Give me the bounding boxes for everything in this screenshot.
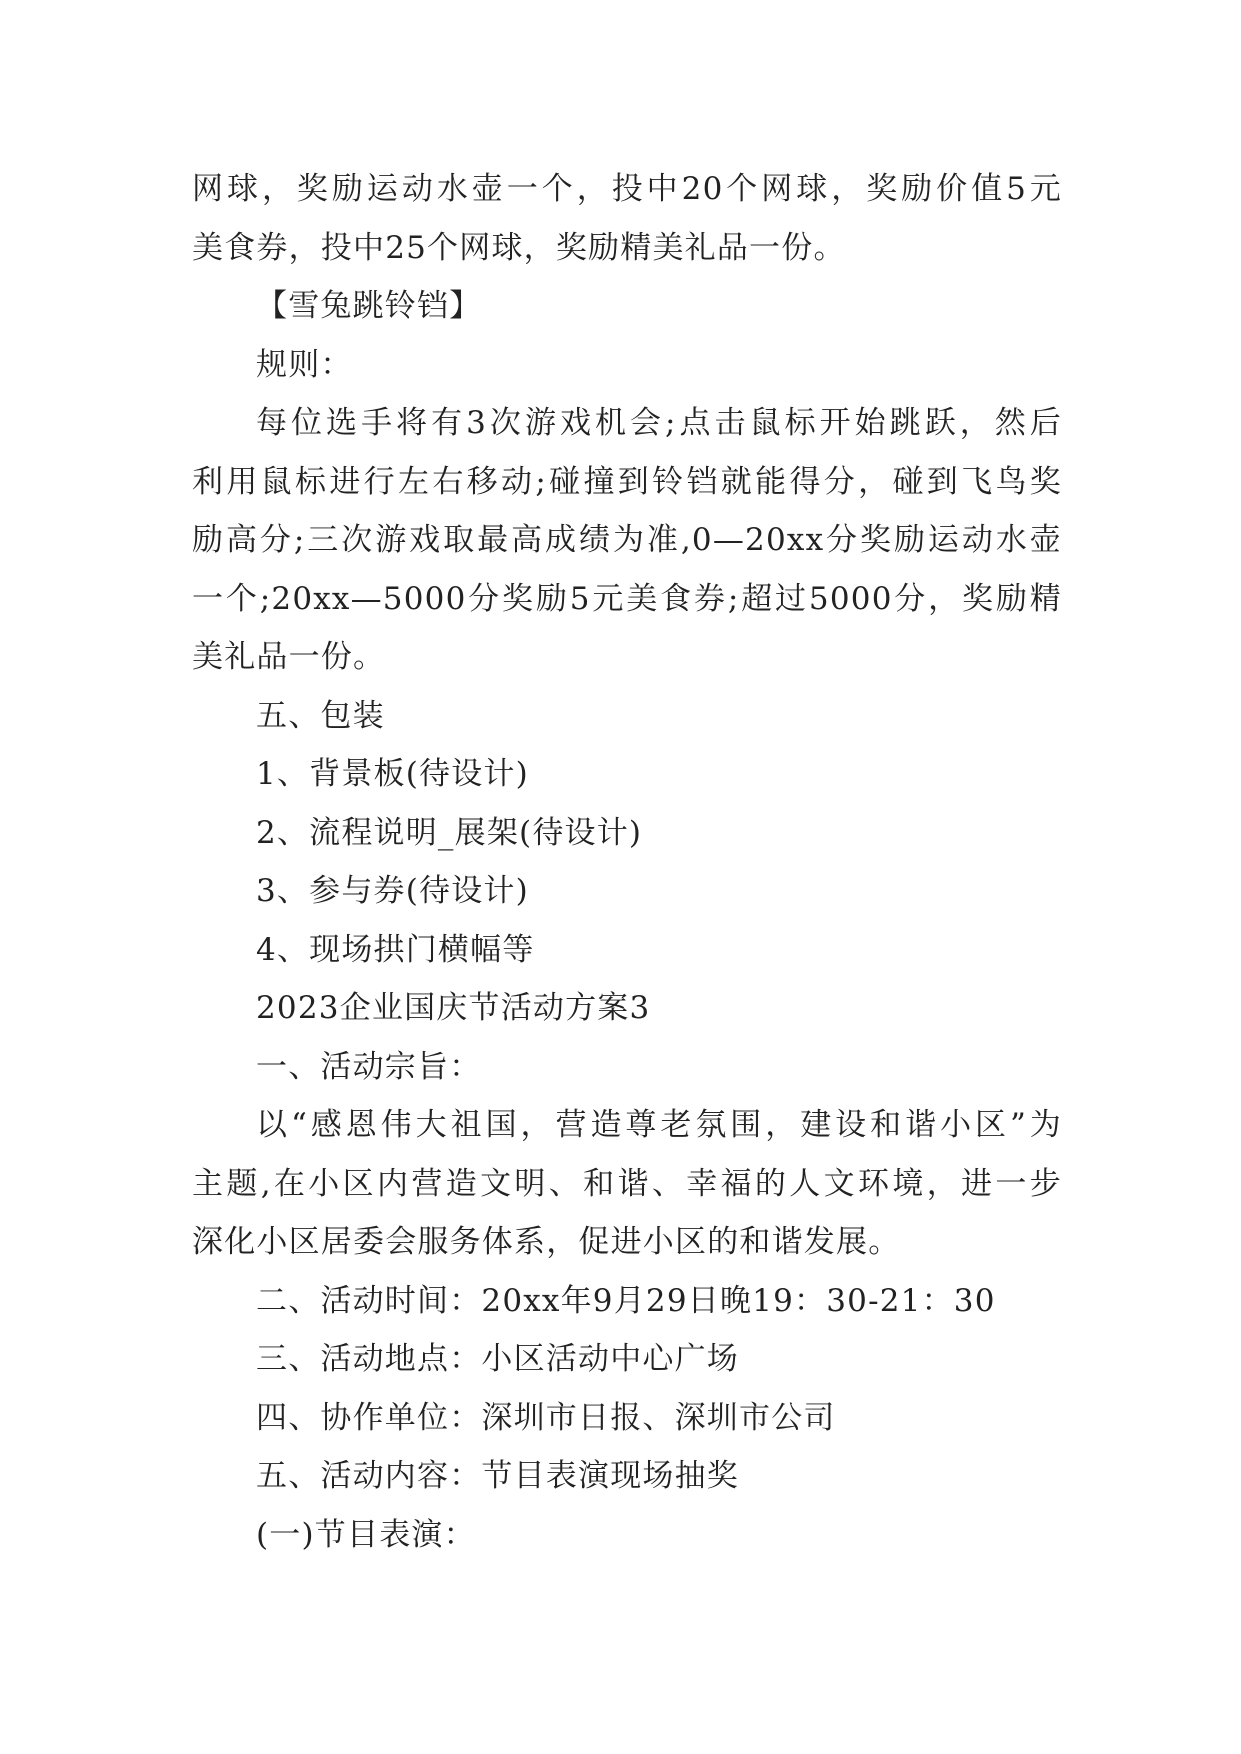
document-section-title: 2023企业国庆节活动方案3	[256, 990, 651, 1026]
list-item: 1、背景板(待设计)	[256, 756, 529, 792]
paragraph-line: 一个;20xx—5000分奖励5元美食券;超过5000分，奖励精	[192, 580, 1062, 617]
paragraph-line: 网球，奖励运动水壶一个，投中20个网球，奖励价值5元	[192, 171, 1062, 207]
document-body	[192, 160, 1062, 1564]
section-heading: 四、协作单位：深圳市日报、深圳市公司	[256, 1399, 836, 1436]
paragraph-line: 深化小区居委会服务体系，促进小区的和谐发展。	[192, 1224, 901, 1260]
paragraph-line: 以“感恩伟大祖国，营造尊老氛围，建设和谐小区”为	[256, 1107, 1062, 1143]
section-heading: 五、活动内容：节目表演现场抽奖	[256, 1458, 739, 1494]
subsection-heading: (一)节目表演：	[256, 1516, 476, 1553]
section-heading: 一、活动宗旨：	[256, 1048, 482, 1085]
list-item: 3、参与券(待设计)	[256, 873, 529, 909]
paragraph-line: 每位选手将有3次游戏机会;点击鼠标开始跳跃，然后	[256, 405, 1062, 441]
section-heading: 三、活动地点：小区活动中心广场	[256, 1341, 739, 1377]
paragraph-line: 美食券，投中25个网球，奖励精美礼品一份。	[192, 229, 846, 266]
section-heading: 【雪兔跳铃铛】	[256, 288, 482, 324]
list-item: 2、流程说明_展架(待设计)	[256, 814, 643, 851]
paragraph-line: 利用鼠标进行左右移动;碰撞到铃铛就能得分，碰到飞鸟奖	[192, 463, 1062, 500]
paragraph-line: 美礼品一份。	[192, 639, 386, 675]
paragraph-line: 励高分;三次游戏取最高成绩为准,0—20xx分奖励运动水壶	[192, 522, 1062, 558]
paragraph-line: 主题,在小区内营造文明、和谐、幸福的人文环境，进一步	[192, 1165, 1062, 1202]
section-heading: 二、活动时间：20xx年9月29日晚19：30-21：30	[256, 1282, 996, 1319]
section-heading: 五、包装	[256, 697, 385, 734]
list-item: 4、现场拱门横幅等	[256, 931, 535, 968]
paragraph-line: 规则：	[256, 346, 353, 383]
